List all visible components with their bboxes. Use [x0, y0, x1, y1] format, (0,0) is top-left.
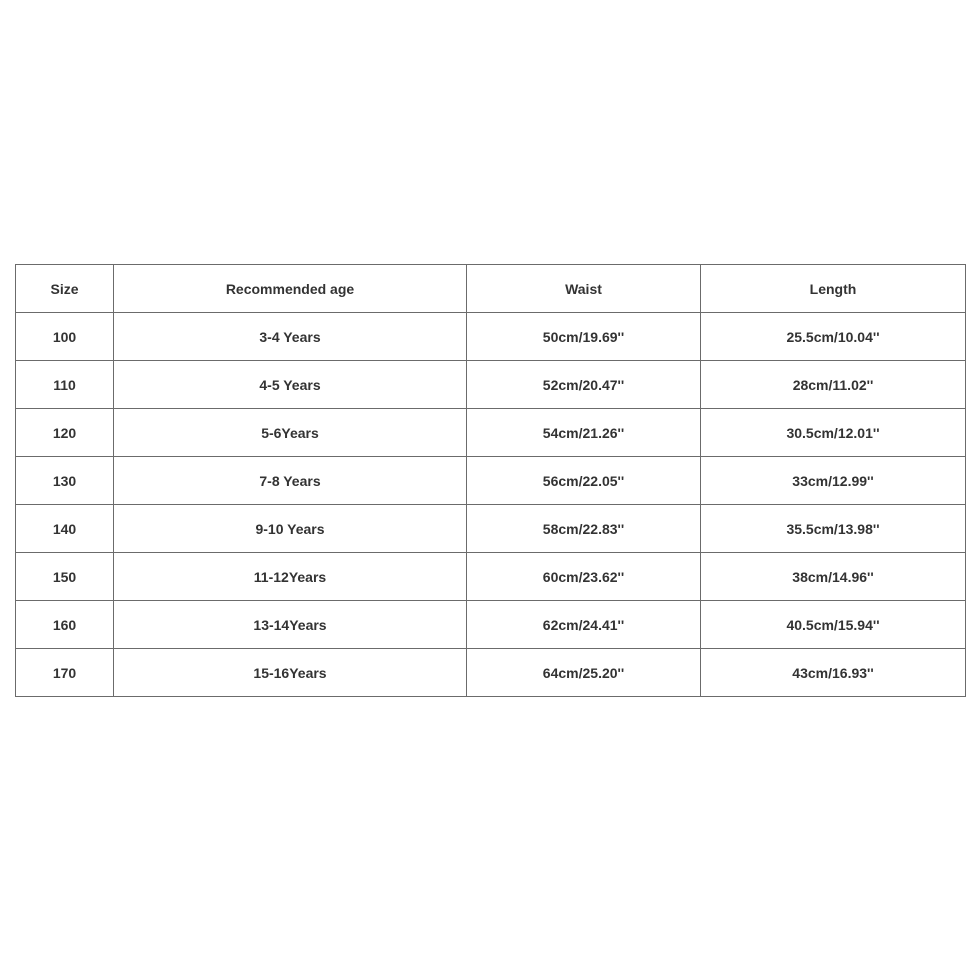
cell-length: 28cm/11.02'' — [701, 361, 966, 409]
cell-size: 150 — [16, 553, 114, 601]
cell-waist: 60cm/23.62'' — [467, 553, 701, 601]
cell-waist: 50cm/19.69'' — [467, 313, 701, 361]
size-chart-table — [15, 264, 966, 697]
table-header — [16, 265, 966, 313]
header-length: Length — [701, 265, 966, 313]
cell-size: 130 — [16, 457, 114, 505]
cell-age: 15-16Years — [114, 649, 467, 697]
cell-waist: 58cm/22.83'' — [467, 505, 701, 553]
cell-waist: 54cm/21.26'' — [467, 409, 701, 457]
header-recommended-age: Recommended age — [114, 265, 467, 313]
cell-age: 7-8 Years — [114, 457, 467, 505]
cell-age: 11-12Years — [114, 553, 467, 601]
cell-length: 38cm/14.96'' — [701, 553, 966, 601]
cell-age: 13-14Years — [114, 601, 467, 649]
cell-waist: 62cm/24.41'' — [467, 601, 701, 649]
cell-size: 170 — [16, 649, 114, 697]
cell-length: 30.5cm/12.01'' — [701, 409, 966, 457]
table-body — [16, 313, 966, 697]
cell-size: 160 — [16, 601, 114, 649]
table-row — [16, 601, 966, 649]
cell-length: 43cm/16.93'' — [701, 649, 966, 697]
table-row — [16, 313, 966, 361]
cell-length: 40.5cm/15.94'' — [701, 601, 966, 649]
table-row — [16, 457, 966, 505]
cell-length: 25.5cm/10.04'' — [701, 313, 966, 361]
cell-waist: 64cm/25.20'' — [467, 649, 701, 697]
cell-waist: 52cm/20.47'' — [467, 361, 701, 409]
cell-age: 3-4 Years — [114, 313, 467, 361]
cell-waist: 56cm/22.05'' — [467, 457, 701, 505]
table-row — [16, 553, 966, 601]
cell-size: 110 — [16, 361, 114, 409]
cell-size: 120 — [16, 409, 114, 457]
table-row — [16, 409, 966, 457]
table-row — [16, 505, 966, 553]
header-row — [16, 265, 966, 313]
cell-length: 33cm/12.99'' — [701, 457, 966, 505]
header-size: Size — [16, 265, 114, 313]
cell-size: 140 — [16, 505, 114, 553]
header-waist: Waist — [467, 265, 701, 313]
cell-age: 4-5 Years — [114, 361, 467, 409]
table-row — [16, 361, 966, 409]
cell-age: 9-10 Years — [114, 505, 467, 553]
cell-age: 5-6Years — [114, 409, 467, 457]
table-row — [16, 649, 966, 697]
cell-length: 35.5cm/13.98'' — [701, 505, 966, 553]
cell-size: 100 — [16, 313, 114, 361]
